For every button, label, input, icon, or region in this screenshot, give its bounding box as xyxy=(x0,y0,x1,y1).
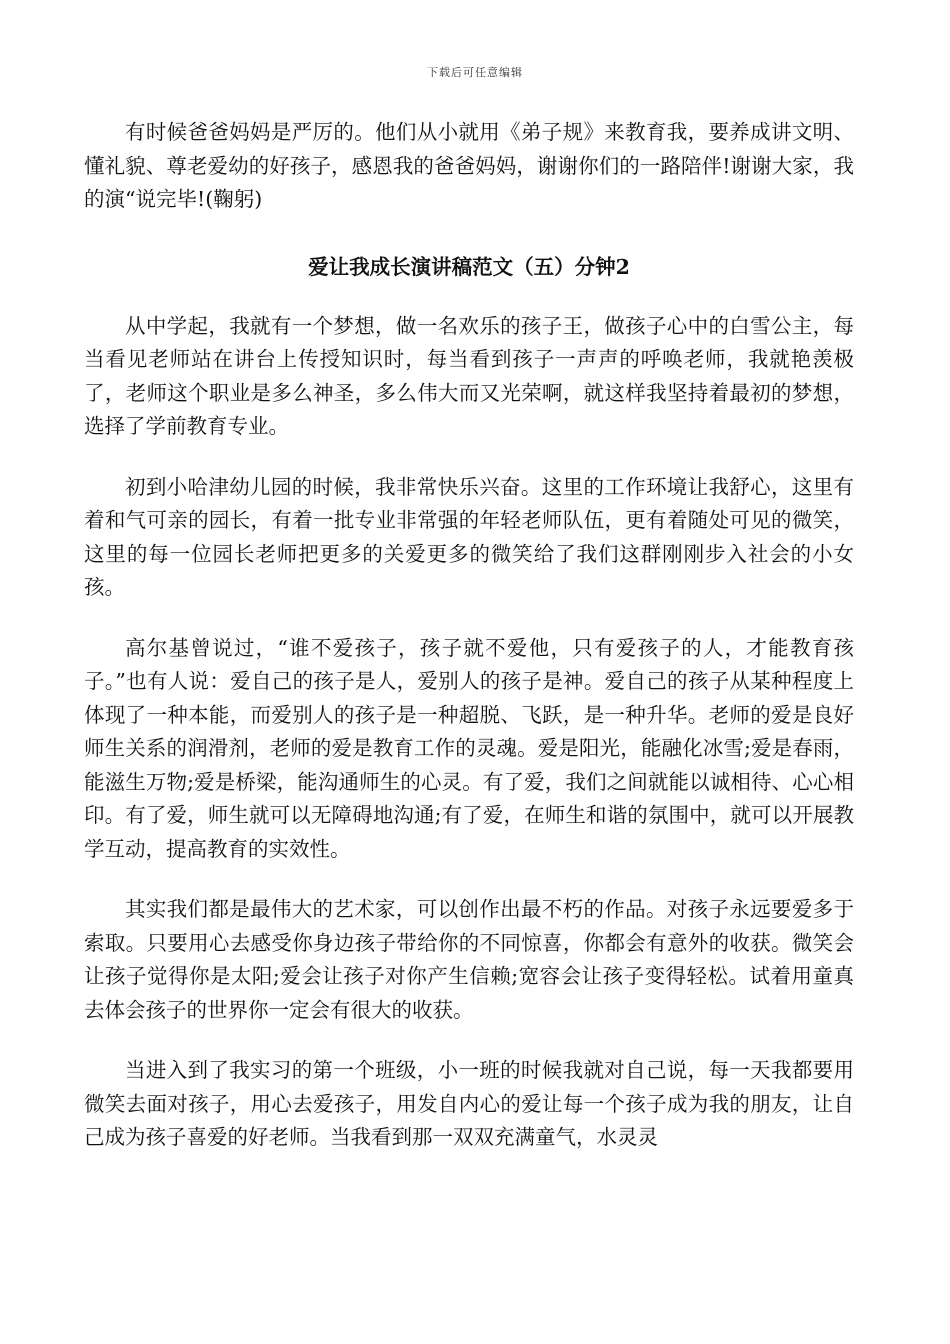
intro-paragraph: 有时候爸爸妈妈是严厉的。他们从小就用《弟子规》来教育我，要养成讲文明、懂礼貌、尊老爱幼的好孩子，感恩我的爸爸妈妈，谢谢你们的一路陪伴!谢谢大家，我的演“说完毕!(鞠躬) xyxy=(84,120,854,211)
section-title: 爱让我成长演讲稿范文（五）分钟2 xyxy=(308,254,630,279)
body-paragraph: 高尔基曾说过，“谁不爱孩子，孩子就不爱他，只有爱孩子的人，才能教育孩子。”也有人说：爱自己的孩子是人，爱别人的孩子是神。爱自己的孩子从某种程度上体现了一种本能，而爱别人的孩子是一种超脱、飞跃，是一种升华。老师的爱是良好师生关系的润滑剂，老师的爱是教育工作的灵魂。爱是阳光，能融化冰雪;爱是春雨，能滋生万物;爱是桥梁，能沟通师生的心灵。有了爱，我们之间就能以诚相待、心心相印。有了爱，师生就可以无障碍地沟通;有了爱，在师生和谐的氛围中，就可以开展教学互动，提高教育的实效性。 xyxy=(84,635,854,861)
document-body xyxy=(84,116,854,1155)
body-paragraph: 当进入到了我实习的第一个班级，小一班的时候我就对自己说，每一天我都要用微笑去面对孩子，用心去爱孩子，用发自内心的爱让每一个孩子成为我的朋友，让自己成为孩子喜爱的好老师。当我看到那一双双充满童气，水灵灵 xyxy=(84,1058,854,1149)
page-header: 下载后可任意编辑 xyxy=(427,66,523,79)
body-paragraph: 初到小哈津幼儿园的时候，我非常快乐兴奋。这里的工作环境让我舒心，这里有着和气可亲的园长，有着一批专业非常强的年轻老师队伍，更有着随处可见的微笑，这里的每一位园长老师把更多的关爱更多的微笑给了我们这群刚刚步入社会的小女孩。 xyxy=(84,474,854,599)
body-paragraph: 其实我们都是最伟大的艺术家，可以创作出最不朽的作品。对孩子永远要爱多于索取。只要用心去感受你身边孩子带给你的不同惊喜，你都会有意外的收获。微笑会让孩子觉得你是太阳;爱会让孩子对你产生信赖;宽容会让孩子变得轻松。试着用童真去体会孩子的世界你一定会有很大的收获。 xyxy=(84,897,854,1022)
body-paragraph: 从中学起，我就有一个梦想，做一名欢乐的孩子王，做孩子心中的白雪公主，每当看见老师站在讲台上传授知识时，每当看到孩子一声声的呼唤老师，我就艳羡极了，老师这个职业是多么神圣，多么伟大而又光荣啊，就这样我坚持着最初的梦想，选择了学前教育专业。 xyxy=(84,313,854,438)
